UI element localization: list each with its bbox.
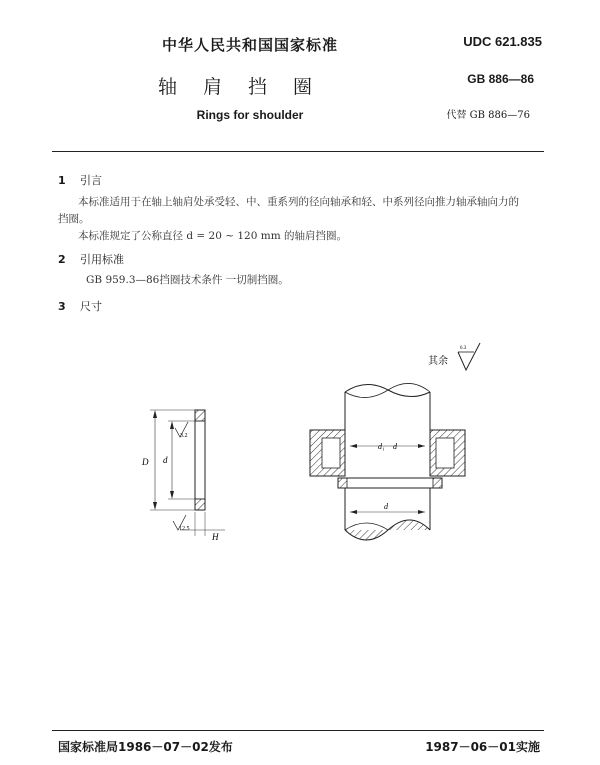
effective-date: 1987－06－01实施 xyxy=(425,740,540,754)
dimension-H-label: H xyxy=(212,532,219,542)
section-1-paragraph-1: 本标准适用于在轴上轴肩处承受轻、中、重系列的径向轴承和轻、中系列径向推力轴承轴向力的 xyxy=(78,196,519,208)
section-1-paragraph-2: 本标准规定了公称直径 d = 20 ~ 120 mm 的轴肩挡圈。 xyxy=(78,230,347,242)
dimension-d-label: d xyxy=(163,455,168,465)
footer-divider xyxy=(52,730,544,731)
rest-roughness-label: 其余 xyxy=(428,356,448,367)
section-number: 1 xyxy=(58,174,66,187)
gb-number: GB 886—86 xyxy=(467,72,534,86)
section-title: 引用标准 xyxy=(80,253,124,266)
assembly-view xyxy=(310,383,465,540)
section-title: 引言 xyxy=(80,174,102,187)
section-title: 尺寸 xyxy=(80,300,102,313)
english-title: Rings for shoulder xyxy=(196,108,304,122)
document-title: 轴 肩 挡 圈 xyxy=(157,76,323,98)
issuer-date: 国家标准局1986－07－02发布 xyxy=(58,740,233,754)
dimension-d1-label: d₁ xyxy=(378,442,385,451)
roughness-value-b: 12.5 xyxy=(179,526,190,532)
roughness-value-a: 3.2 xyxy=(180,433,188,439)
dimension-D-label: D xyxy=(142,457,149,467)
section-1-paragraph-1-cont: 挡圈。 xyxy=(58,213,90,225)
dimension-d-assembly-top-label: d xyxy=(393,442,397,451)
section-number: 3 xyxy=(58,300,66,313)
section-number: 2 xyxy=(58,253,66,266)
rest-roughness-value: 6.3 xyxy=(460,346,467,351)
dimension-d-assembly-label: d xyxy=(384,502,388,511)
standard-category-title: 中华人民共和国国家标准 xyxy=(161,36,338,54)
replaces-note: 代替 GB 886—76 xyxy=(446,110,530,121)
udc-code: UDC 621.835 xyxy=(463,34,542,49)
referenced-standard: GB 959.3—86挡圈技术条件 一切制挡圈。 xyxy=(86,274,289,286)
ring-section-view xyxy=(150,410,225,536)
